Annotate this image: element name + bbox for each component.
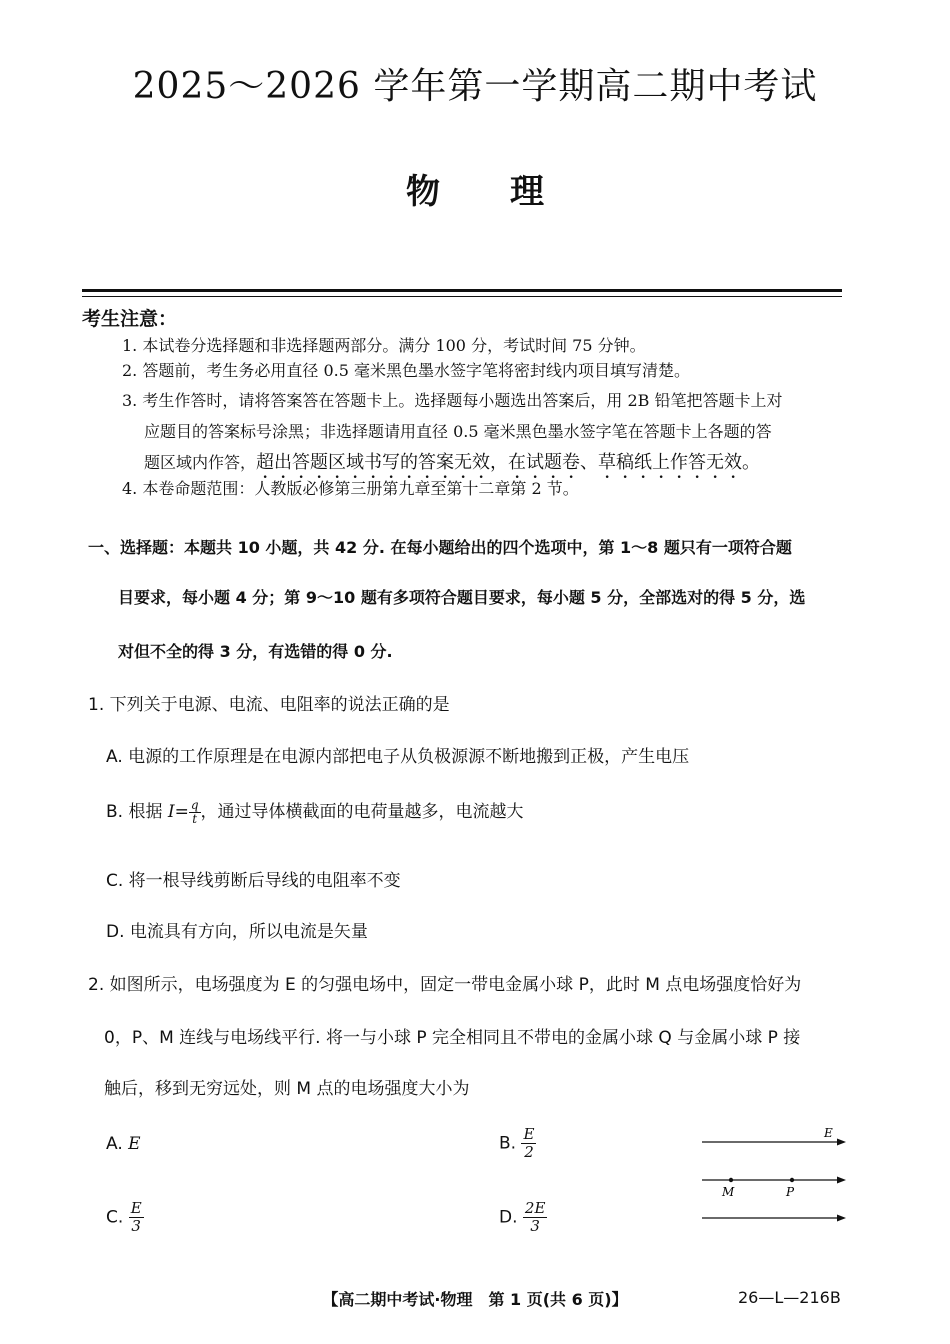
question-2-line-2: 0，P、M 连线与电场线平行. 将一与小球 P 完全相同且不带电的金属小球 Q 与金属小球 P 接 bbox=[104, 1028, 801, 1048]
option-b-fraction bbox=[521, 1126, 536, 1161]
notice-item-3-line-2: 应题目的答案标号涂黑；非选择题请用直径 0.5 毫米黑色墨水签字笔在答题卡上各题的答 bbox=[144, 422, 772, 441]
question-2-option-d bbox=[499, 1200, 547, 1235]
option-c-label: C. bbox=[106, 1207, 129, 1228]
notice-item-4: 4. 本卷命题范围：人教版必修第三册第九章至第十二章第 2 节。 bbox=[122, 479, 579, 498]
option-b-prefix: B. 根据 bbox=[106, 802, 168, 822]
formula-fraction bbox=[189, 799, 201, 826]
option-a-label: A. bbox=[106, 1134, 129, 1154]
option-d-numerator: 2E bbox=[524, 1199, 546, 1217]
option-b-numerator: E bbox=[523, 1125, 535, 1143]
fraction-numerator: q bbox=[190, 797, 199, 812]
section-1-line-3: 对但不全的得 3 分，有选错的得 0 分. bbox=[118, 642, 393, 661]
option-b-label: B. bbox=[499, 1133, 522, 1154]
divider-thick bbox=[82, 289, 842, 292]
exam-title: 2025～2026 学年第一学期高二期中考试 bbox=[132, 66, 818, 107]
notice-heading: 考生注意： bbox=[82, 308, 178, 330]
question-1-stem: 1. 下列关于电源、电流、电阻率的说法正确的是 bbox=[88, 695, 450, 715]
subject-title: 物理 bbox=[406, 172, 614, 212]
electric-field-figure bbox=[700, 1120, 850, 1230]
option-b-suffix: ，通过导体横截面的电荷量越多，电流越大 bbox=[200, 802, 524, 822]
point-p-label: P bbox=[786, 1185, 795, 1199]
option-a-value: E bbox=[128, 1134, 141, 1154]
question-2-line-1: 2. 如图所示，电场强度为 E 的匀强电场中，固定一带电金属小球 P，此时 M 点电场强度恰好为 bbox=[88, 975, 802, 995]
field-arrow-bottom bbox=[837, 1215, 846, 1222]
option-c-numerator: E bbox=[130, 1199, 142, 1217]
paper-code: 26—L—216B bbox=[738, 1288, 841, 1307]
formula-var-i: I bbox=[167, 802, 175, 822]
field-arrow-middle bbox=[837, 1177, 846, 1184]
option-d-denominator: 3 bbox=[530, 1217, 540, 1235]
option-d-fraction bbox=[523, 1200, 548, 1235]
point-m-label: M bbox=[722, 1185, 735, 1199]
option-c-denominator: 3 bbox=[131, 1217, 141, 1235]
question-1-option-c: C. 将一根导线剪断后导线的电阻率不变 bbox=[106, 871, 401, 891]
page-footer: 【高二期中考试·物理 第 1 页(共 6 页)】 bbox=[322, 1290, 628, 1309]
question-2-option-c bbox=[106, 1200, 144, 1235]
field-arrow-top bbox=[837, 1139, 846, 1146]
section-1-line-2: 目要求，每小题 4 分；第 9～10 题有多项符合题目要求，每小题 5 分，全部选对的得 5 分，选 bbox=[118, 588, 806, 607]
option-d-label: D. bbox=[499, 1207, 523, 1228]
fraction-denominator: t bbox=[192, 811, 198, 826]
notice-item-3-line-3-plain: 题区域内作答， bbox=[144, 453, 257, 472]
question-1-option-a: A. 电源的工作原理是在电源内部把电子从负极源源不断地搬到正极，产生电压 bbox=[106, 747, 690, 767]
formula-equals: = bbox=[174, 802, 189, 822]
question-1-option-d: D. 电流具有方向，所以电流是矢量 bbox=[106, 922, 368, 942]
notice-item-3 bbox=[122, 389, 844, 483]
notice-item-3-line-1: 3. 考生作答时，请将答案答在答题卡上。选择题每小题选出答案后，用 2B 铅笔把答题卡上对 bbox=[122, 391, 783, 410]
option-b-denominator: 2 bbox=[524, 1143, 534, 1161]
section-1-line-1: 一、选择题：本题共 10 小题，共 42 分. 在每小题给出的四个选项中，第 1～8 题只有一项符合题 bbox=[88, 538, 792, 557]
divider-thin bbox=[82, 296, 842, 297]
field-label-e: E bbox=[824, 1126, 833, 1140]
point-m-dot bbox=[729, 1178, 733, 1182]
option-c-fraction bbox=[129, 1200, 144, 1235]
question-2-option-b bbox=[499, 1126, 536, 1161]
point-p-dot bbox=[790, 1178, 794, 1182]
notice-item-2: 2. 答题前，考生务必用直径 0.5 毫米黑色墨水签字笔将密封线内项目填写清楚。 bbox=[122, 361, 690, 380]
question-2-option-a bbox=[106, 1134, 141, 1154]
notice-item-3-emphasis: 超出答题区域书写的答案无效，在试题卷、草稿纸上作答无效。 bbox=[256, 452, 761, 473]
notice-item-1: 1. 本试卷分选择题和非选择题两部分。满分 100 分，考试时间 75 分钟。 bbox=[122, 336, 646, 355]
question-1-option-b bbox=[106, 797, 524, 826]
question-2-line-3: 触后，移到无穷远处，则 M 点的电场强度大小为 bbox=[104, 1079, 470, 1099]
